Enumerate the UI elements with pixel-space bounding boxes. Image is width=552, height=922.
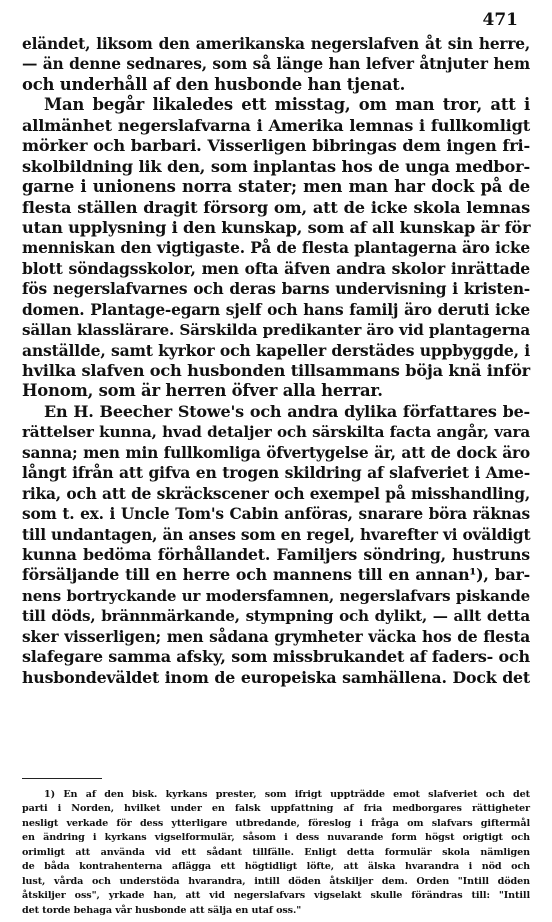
text-line: blott söndagsskolor, men ofta äfven andra skolor inrättade [22, 258, 530, 278]
text-line: husbondeväldet inom de europeiska samhällena. Dock det [22, 667, 530, 687]
footnote-line: nesligt verkade för dess ytterligare utbredande, föreslog i fråga om slafvars giftermål [22, 817, 530, 829]
text-line: Honom, som är herren öfver alla herrar. [22, 381, 383, 401]
text-line: domen. Plantage-egarn sjelf och hans familj äro deruti icke [22, 300, 530, 319]
text-line: fös negerslafvarnes och deras barns undervisning i kristen- [22, 280, 530, 299]
page-number: 471 [482, 10, 518, 30]
text-line: kunna bedöma förhållandet. Familjers söndring, hustruns [22, 544, 530, 564]
text-line: och underhåll af den husbonde han tjenat. [22, 74, 406, 94]
text-line: slafegare samma afsky, som missbrukandet af faders- och [22, 647, 530, 667]
text-line: — än denne sednares, som så länge han lefver åtnjuter hem [22, 55, 530, 74]
text-line: som t. ex. i Uncle Tom's Cabin anföras, snarare böra räknas [22, 505, 530, 524]
text-line: till undantagen, än anses som en regel, hvarefter vi oväldigt [22, 525, 531, 544]
text-line: garne i unionens norra stater; men man har dock på de [22, 177, 530, 197]
text-line: nens bortryckande ur modersfamnen, negerslafvars piskande [22, 586, 530, 605]
text-line: allmänhet negerslafvarna i Amerika lemnas i fullkomligt [22, 115, 530, 135]
footnote-line: orimligt att använda vid ett sådant tillfälle. Enligt detta formulär skola nämligen [22, 846, 530, 858]
footnote-line: det torde behaga vår husbonde att sälja en utaf oss." [22, 904, 302, 916]
footnote-line: 1) En af den bisk. kyrkans prester, som ifrigt uppträdde emot slafveriet och det [44, 789, 530, 800]
footnote-line: en ändring i kyrkans vigselformulär, såsom i dess nuvarande form högst origtigt och [22, 832, 530, 844]
footnote-line: åtskiljer oss", yrkade han, att vid negerslafvars vigselakt skulle förändras till: "Intill [22, 890, 530, 902]
text-line: sker visserligen; men sådana grymheter väcka hos de flesta [22, 627, 530, 646]
footnote-line: lust, vårda och understöda hvarandra, intill döden åtskiljer dem. Orden "Intill döden [22, 875, 530, 887]
footnote [22, 788, 530, 918]
text-line: långt ifrån att gifva en trogen skildring af slafveriet i Ame- [22, 463, 530, 483]
text-line: till döds, brännmärkande, stympning och dylikt, — allt detta [22, 607, 530, 626]
text-line: menniskan den vigtigaste. På de flesta plantagerna äro icke [22, 239, 530, 258]
text-line: hvilka slafven och husbonden tillsammans böja knä inför [22, 361, 530, 380]
text-line: eländet, liksom den amerikanska negerslafven åt sin herre, [22, 35, 530, 53]
text-line: En H. Beecher Stowe's och andra dylika författares be- [44, 401, 530, 421]
text-line: skolbildning lik den, som inplantas hos de unga medbor- [22, 156, 530, 176]
footnote-line: de båda kontrahenterna aflägga ett högtidligt löfte, att älska hvarandra i nöd och [22, 861, 530, 873]
text-line: anställde, samt kyrkor och kapeller derstädes uppbyggde, i [22, 340, 530, 360]
text-line: mörker och barbari. Visserligen bibringas dem ingen fri- [22, 136, 530, 156]
text-line: rika, och att de skräckscener och exempel på misshandling, [22, 484, 530, 503]
footnote-divider [22, 778, 102, 779]
text-line: rättelser kunna, hvad detaljer och särskilta facta angår, vara [22, 423, 530, 442]
text-line: Man begår likaledes ett misstag, om man tror, att i [44, 95, 530, 115]
text-line: försäljande till en herre och mannens till en annan¹), bar- [22, 565, 530, 585]
main-text [22, 34, 530, 688]
footnote-line: parti i Norden, hvilket under en falsk uppfattning af fria medborgares rättigheter [22, 803, 530, 815]
text-line: sanna; men min fullkomliga öfvertygelse är, att de dock äro [22, 443, 530, 462]
text-line: flesta ställen dragit försorg om, att de icke skola lemnas [22, 197, 530, 217]
text-line: utan upplysning i den kunskap, som af all kunskap är för [22, 217, 531, 237]
text-line: sällan klasslärare. Särskilda predikanter äro vid plantagerna [22, 321, 530, 340]
